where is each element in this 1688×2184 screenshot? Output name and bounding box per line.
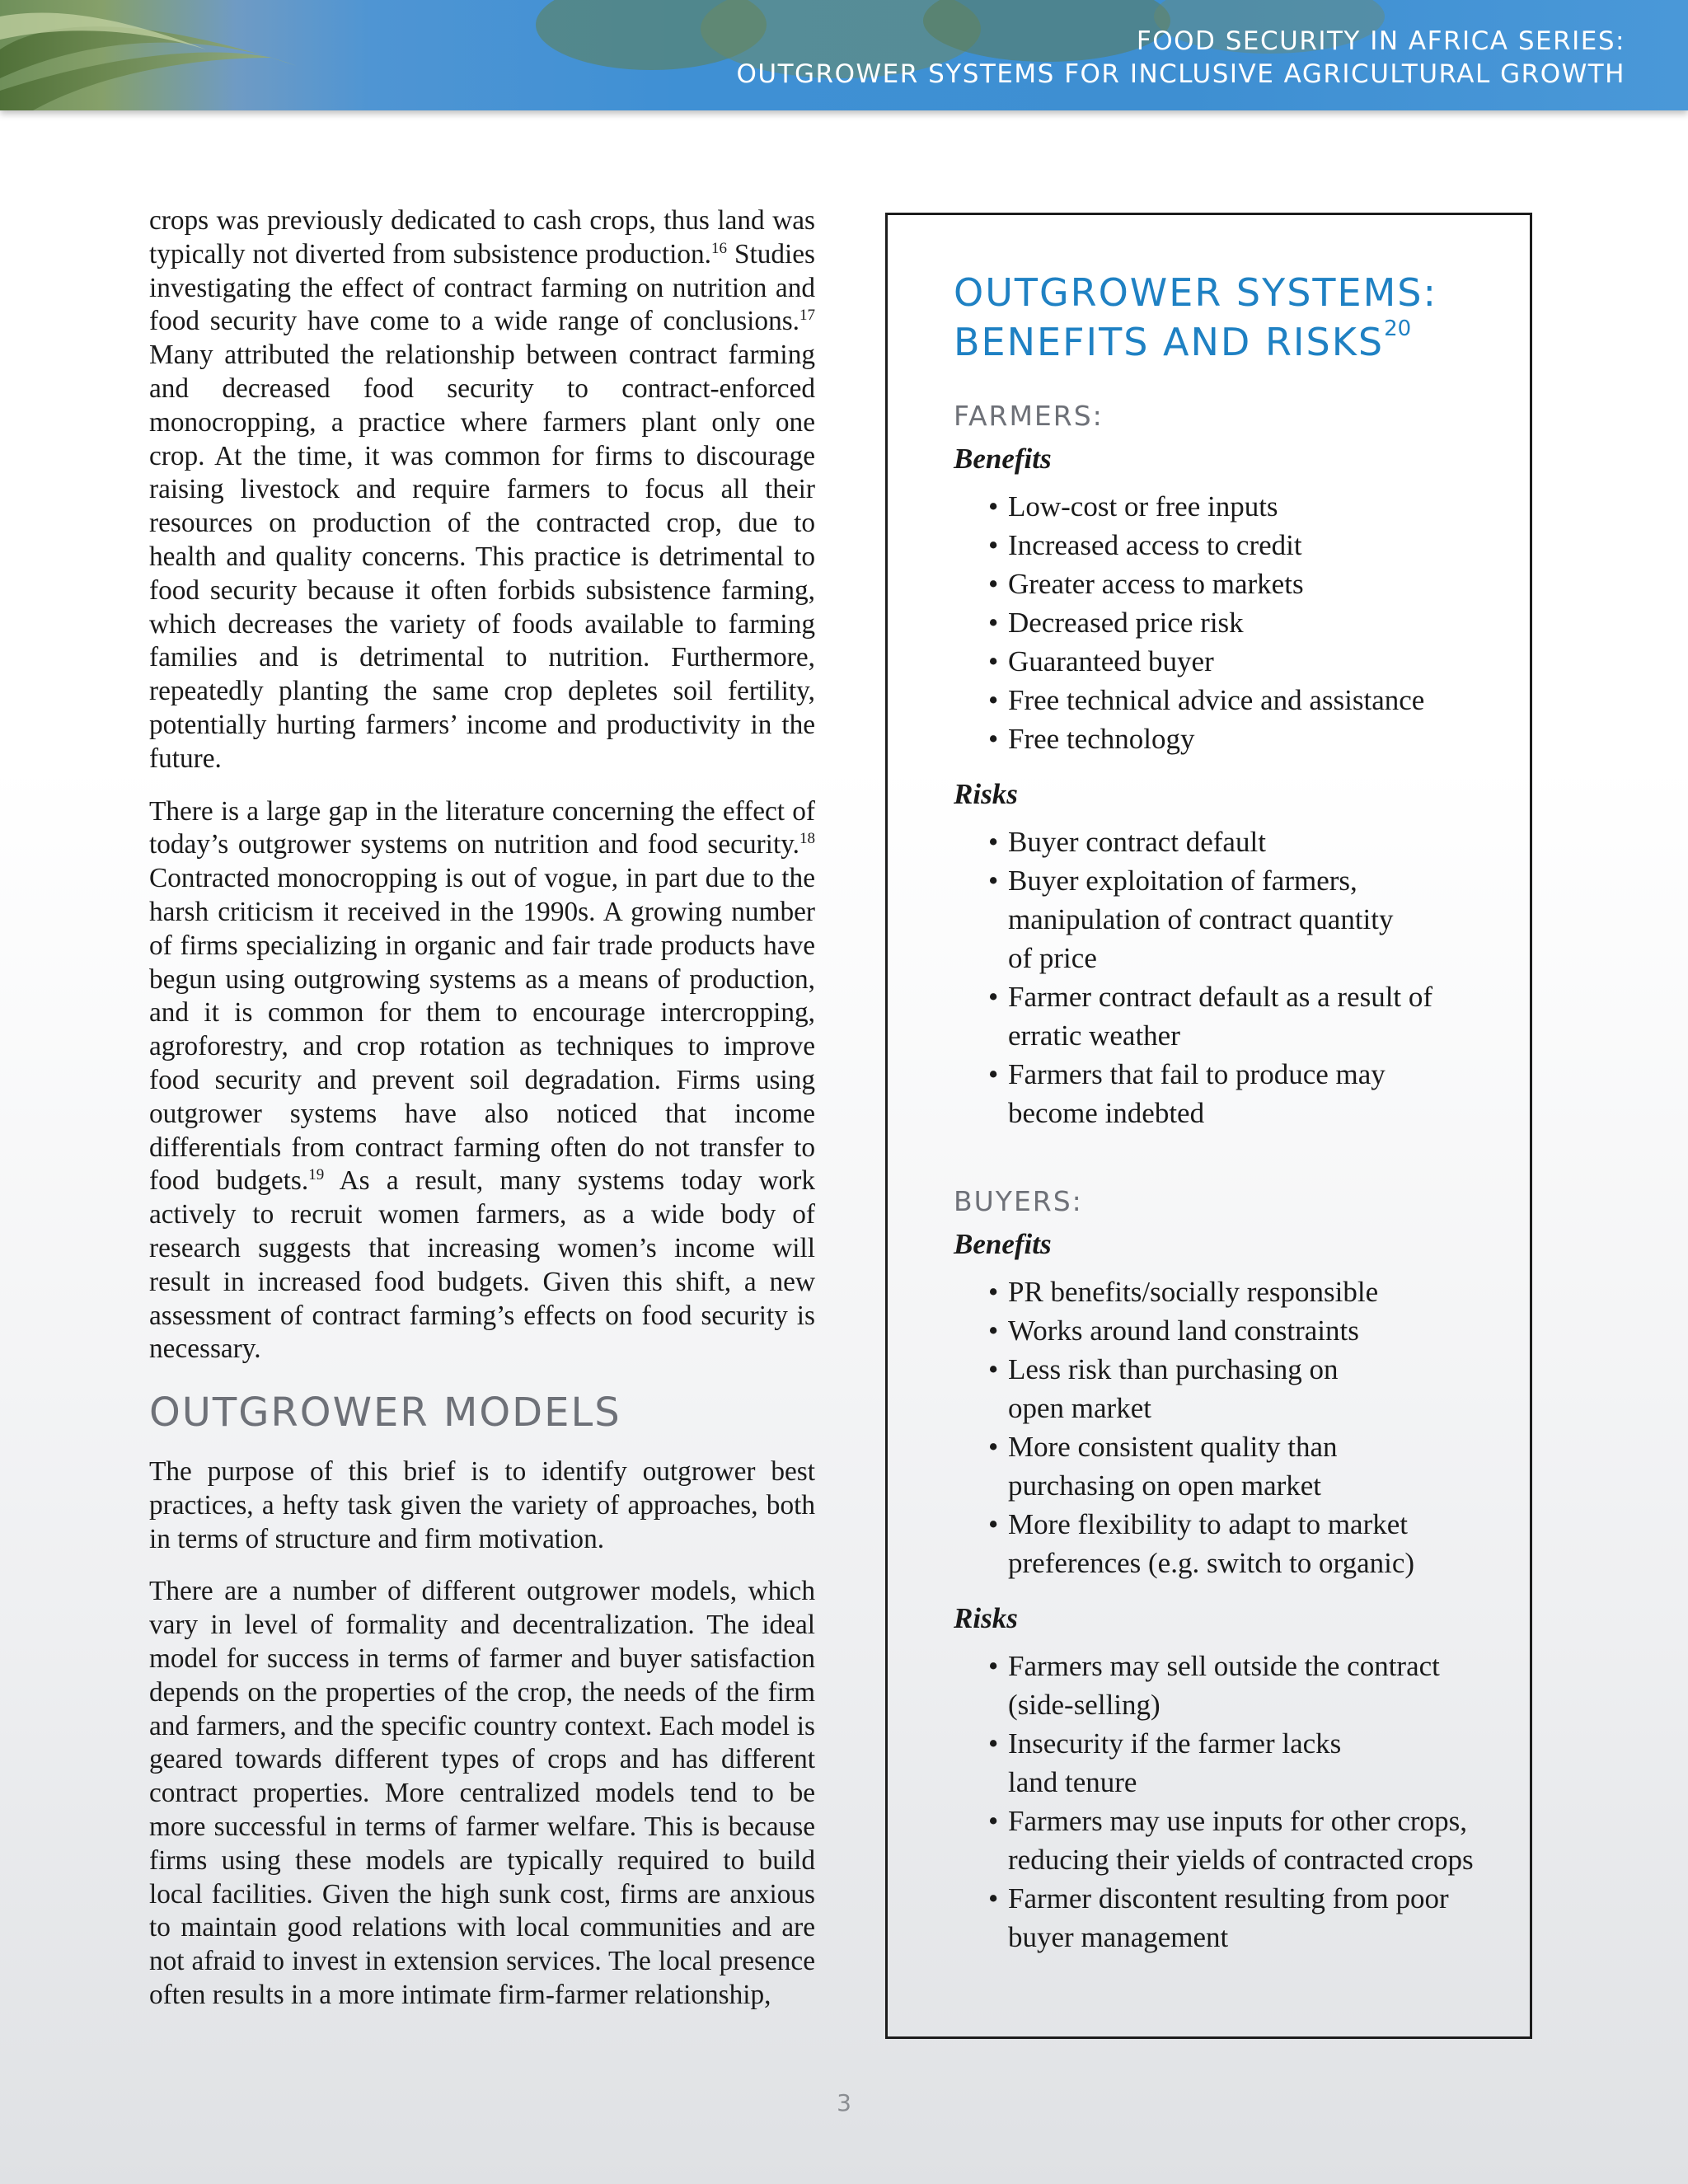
list-item: • Less risk than purchasing on open market [988, 1350, 1395, 1427]
list-item: • Farmers may use inputs for other crops, reducing their yields of contracted crops [988, 1802, 1503, 1879]
buyers-heading: BUYERS: [954, 1185, 1083, 1217]
section-heading-outgrower-models: OUTGROWER MODELS [149, 1390, 621, 1436]
paragraph-4: There are a number of different outgrower models, which vary in level of formality and decentralization. The ideal model for success in terms of farmer and buyer satisfaction depends on the properties of the crop, the needs of the firm and farmers, and the specific country context. Each model is geared towards different types of crops and has different contract properties. More centralized models tend to be more successful in terms of farmer welfare. This is because firms using these models are typically required to build local facilities. Given the high sunk cost, firms are anxious to maintain good relations with local communities and are not afraid to invest in extension services. The local presence often results in a more intimate firm-farmer relationship, [149, 1576, 815, 2011]
list-item: • Farmer contract default as a result of erratic weather [988, 977, 1437, 1055]
buyers-benefits-label: Benefits [954, 1228, 1052, 1260]
list-item: • Increased access to credit [988, 526, 1514, 565]
list-item: • Decreased price risk [988, 603, 1514, 642]
list-item: • Greater access to markets [988, 565, 1514, 603]
paragraph-3: The purpose of this brief is to identify outgrower best practices, a hefty task given the variety of approaches, both in terms of structure and firm motivation. [149, 1456, 815, 1554]
list-item: • Insecurity if the farmer lacks land tenure [988, 1724, 1371, 1802]
buyers-risks-list [954, 1647, 1514, 1957]
list-item: • Buyer exploitation of farmers, manipulation of contract quantity of price [988, 861, 1395, 977]
list-item: • Free technical advice and assistance [988, 681, 1514, 719]
benefits-risks-sidebar [885, 213, 1532, 2039]
list-item: • Free technology [988, 719, 1514, 758]
sidebar-title: OUTGROWER SYSTEMS: BENEFITS AND RISKS$^{20}$ [954, 270, 1437, 364]
farmers-heading: FARMERS: [954, 400, 1104, 432]
series-title-line1: FOOD SECURITY IN AFRICA SERIES: [1136, 26, 1625, 56]
main-text-column [149, 204, 815, 2032]
farmers-risks-list [954, 823, 1514, 1132]
footnote-ref: 18 [799, 830, 815, 848]
list-item: • More flexibility to adapt to market preferences (e.g. switch to organic) [988, 1505, 1470, 1582]
list-item: • More consistent quality than purchasing on open market [988, 1427, 1395, 1505]
list-item: • Buyer contract default [988, 823, 1514, 861]
footnote-ref: 16 [710, 239, 727, 257]
list-item: • Works around land constraints [988, 1311, 1514, 1350]
buyers-risks-label: Risks [954, 1602, 1018, 1634]
footnote-ref: 19 [308, 1166, 325, 1184]
list-item: • Guaranteed buyer [988, 642, 1514, 681]
list-item: • Farmers that fail to produce may become indebted [988, 1055, 1437, 1132]
farmers-benefits-label: Benefits [954, 443, 1052, 475]
page-number: 3 [837, 2089, 851, 2116]
series-title [736, 25, 1625, 91]
header-banner [0, 0, 1688, 110]
farmers-risks-label: Risks [954, 778, 1018, 810]
list-item: • Low-cost or free inputs [988, 487, 1514, 526]
farmers-benefits-list [954, 487, 1514, 758]
paragraph-1: crops was previously dedicated to cash crops, thus land was typically not diverted from subsistence production.$^{16}$ Studies investigating the effect of contract farming on nutrition and food security have come to a wide range of conclusions.$^{17}$ Many attributed the relationship between contract farming and decreased food security to contract-enforced monocropping, a practice where farmers plant only one crop. At the time, it was common for firms to discourage raising livestock and require farmers to focus all their resources on production of the contracted crop, due to health and quality concerns. This practice is detrimental to food security because it often forbids subsistence farming, which decreases the variety of foods available to farming families and is detrimental to nutrition. Furthermore, repeatedly planting the same crop depletes soil fertility, potentially hurting farmers’ income and productivity in the future. [149, 205, 815, 774]
paragraph-2: There is a large gap in the literature concerning the effect of today’s outgrower systems on nutrition and food security.$^{18}$ Contracted monocropping is out of vogue, in part due to the harsh criticism it received in the 1990s. A growing number of firms specializing in organic and fair trade products have begun using outgrowing systems as a means of production, and it is common for them to encourage intercropping, agroforestry, and crop rotation as techniques to improve food security and prevent soil degradation. Firms using outgrower systems have also noticed that income differentials from contract farming often do not transfer to food budgets.$^{19}$ As a result, many systems today work actively to recruit women farmers, as a wide body of research suggests that increasing women’s income will result in increased food budgets. Given this shift, a new assessment of contract farming’s effects on food security is necessary. [149, 795, 815, 1365]
list-item: • PR benefits/socially responsible [988, 1272, 1514, 1311]
list-item: • Farmers may sell outside the contract (side-selling) [988, 1647, 1486, 1724]
buyers-benefits-list [954, 1272, 1514, 1582]
footnote-ref: 20 [1384, 316, 1412, 341]
series-title-line2: OUTGROWER SYSTEMS FOR INCLUSIVE AGRICULTURAL GROWTH [736, 59, 1625, 89]
list-item: • Farmer discontent resulting from poor buyer management [988, 1879, 1486, 1957]
footnote-ref: 17 [799, 307, 815, 325]
